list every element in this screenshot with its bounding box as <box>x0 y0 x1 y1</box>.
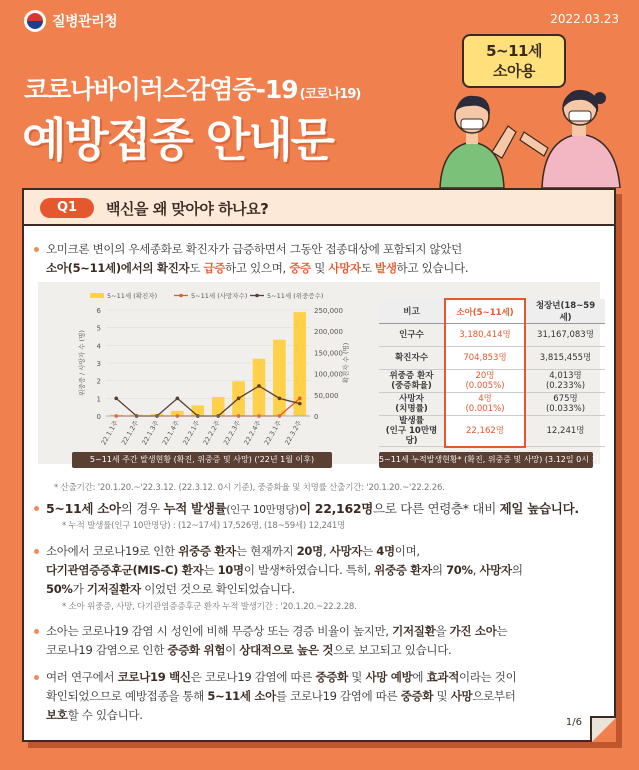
legend-swatch <box>90 293 104 298</box>
table-cell: 675명 (0.033%) <box>525 393 605 416</box>
bar <box>273 340 286 416</box>
table-cell: 3,815,455명 <box>525 347 605 370</box>
content-card <box>22 188 616 742</box>
legend-label: 5~11세 (확진자) <box>107 292 158 300</box>
bullet-dot <box>34 506 39 511</box>
weekly-cases-chart <box>54 286 354 446</box>
table-cell: 704,853명 <box>445 347 525 370</box>
taegeuk-icon <box>24 10 46 32</box>
table-row <box>379 416 605 447</box>
y-left-tick-label: 2 <box>96 377 101 386</box>
table-cell: 발생률 (인구 10만명당) <box>379 416 445 447</box>
legend-swatch <box>255 294 259 298</box>
table-cell: 31,167,083명 <box>525 324 605 347</box>
table-cell: 사망자 (치명률) <box>379 393 445 416</box>
table-cell: 4,013명 (0.233%) <box>525 370 605 393</box>
chart-caption: 5~11세 주간 발생현황 (확진, 위중증 및 사망) ('22년 1월 이후) <box>72 452 332 468</box>
x-tick-label: 22.2.1주 <box>181 419 202 446</box>
death-point <box>298 397 302 401</box>
x-tick-label: 22.2.4주 <box>242 419 263 446</box>
x-tick-label: 22.3.1주 <box>262 419 284 446</box>
legend-label: 5~11세 (위중증수) <box>267 292 324 300</box>
question-number-badge: Q1 <box>40 198 94 218</box>
y-left-tick-label: 3 <box>96 360 101 368</box>
severe-point <box>176 397 180 401</box>
bullet-vaccine: 여러 연구에서 코로나19 백신은 코로나19 감염에 따른 중증화 및 사망 예방에 효과적이라는 것이 확인되었으므로 예방접종을 통해 5~11세 소아를 코로나19 감염에 따른 중증화 및 사망으로부터 보호할 수 있습니다. <box>46 668 596 725</box>
page-title: 예방접종 안내문 <box>22 113 334 167</box>
bar <box>212 397 225 416</box>
table-row <box>379 393 605 416</box>
org-name: 질병관리청 <box>52 14 118 30</box>
question-bar <box>24 190 614 226</box>
bullet-incidence: 5~11세 소아의 경우 누적 발생률(인구 10만명당)이 22,162명으로 다른 연령층* 대비 제일 높습니다. <box>46 499 596 520</box>
table-row <box>379 370 605 393</box>
legend-swatch <box>179 294 183 298</box>
y-left-tick-label: 0 <box>96 413 101 421</box>
table-header: 소아(5~11세) <box>445 299 525 324</box>
table-cell: 4명 (0.001%) <box>445 393 525 416</box>
y-right-tick-label: 0 <box>314 413 319 421</box>
y-left-tick-label: 5 <box>96 324 101 333</box>
severe-point <box>298 402 302 406</box>
table-cell: 인구수 <box>379 324 445 347</box>
y-right-tick-label: 100,000 <box>314 370 343 379</box>
y-right-tick-label: 50,000 <box>314 391 339 400</box>
intro-paragraph: 오미크론 변이의 우세종화로 확진자가 급증하면서 그동안 접종대상에 포함되지 않았던 소아(5~11세)에서의 확진자도 급증하고 있으며, 중증 및 사망자도 발생하고 있습니다. <box>46 240 596 278</box>
severe-line <box>116 386 300 416</box>
bullet-risk: 소아는 코로나19 감염 시 성인에 비해 무증상 또는 경증 비율이 높지만, 기저질환을 가진 소아는 코로나19 감염으로 인한 중증화 위험이 상대적으로 높은 것으로 보고되고 있습니다. <box>46 622 596 660</box>
table-cell: 확진자수 <box>379 347 445 370</box>
bullet-dot <box>34 549 39 554</box>
footnote: * 산출기간: '20.1.20.~'22.3.12. (22.3.12. 0시 기준), 중증화율 및 치명률 산출기간: '20.1.20.~'22.2.26. <box>54 483 445 493</box>
y-right-axis-label: 확진자 수 (명) <box>342 342 350 384</box>
y-left-tick-label: 6 <box>96 307 101 315</box>
severe-point <box>278 397 282 401</box>
title-line-1: 코로나바이러스감염증-19 (코로나19) <box>24 75 361 104</box>
page-fold-corner <box>590 716 616 742</box>
table-row <box>379 324 605 347</box>
table-header-row <box>379 299 605 324</box>
cumulative-table <box>379 298 605 448</box>
y-right-tick-label: 200,000 <box>314 328 343 337</box>
x-tick-label: 22.1.2주 <box>119 419 141 446</box>
kids-illustration <box>430 86 630 188</box>
y-left-axis-label: 위중증 / 사망자 수 (명) <box>78 330 86 396</box>
bullet-dot <box>34 675 39 680</box>
legend-label: 5~11세 (사망자수) <box>191 292 248 300</box>
table-cell: 위중증 환자 (중증화율) <box>379 370 445 393</box>
x-tick-label: 22.1.3주 <box>140 419 161 446</box>
x-tick-label: 22.1.1주 <box>99 419 120 446</box>
y-right-tick-label: 150,000 <box>314 349 343 358</box>
issue-date: 2022.03.23 <box>550 12 619 26</box>
y-right-tick-label: 250,000 <box>314 307 343 315</box>
bullet-dot <box>34 247 39 252</box>
severe-point <box>257 384 261 388</box>
table-cell: 22,162명 <box>445 416 525 447</box>
severe-note: * 소아 위중증, 사망, 다기관염증증후군 환자 누적 발생기간 : '20.1.20.~22.2.28. <box>62 602 357 612</box>
question-text: 백신을 왜 맞아야 하나요? <box>106 200 269 218</box>
table-cell: 3,180,414명 <box>445 324 525 347</box>
age-badge: 5~11세 소아용 <box>462 34 566 88</box>
severe-point <box>114 397 118 401</box>
severe-point <box>237 397 241 401</box>
x-tick-label: 22.1.4주 <box>160 419 182 446</box>
y-left-tick-label: 4 <box>96 342 101 351</box>
incidence-note: * 누적 발생률(인구 10만명당) : (12~17세) 17,526명, (18~59세) 12,241명 <box>62 521 346 531</box>
bar <box>293 312 306 416</box>
y-left-tick-label: 1 <box>96 395 101 404</box>
table-cell: 12,241명 <box>525 416 605 447</box>
table-header: 비고 <box>379 299 445 324</box>
x-tick-label: 22.3.2주 <box>283 419 304 446</box>
kdca-logo <box>24 10 117 32</box>
bullet-dot <box>34 629 39 634</box>
x-tick-label: 22.2.2주 <box>201 419 222 446</box>
bullet-severe: 소아에서 코로나19로 인한 위중증 환자는 현재까지 20명, 사망자는 4명이며, 다기관염증증후군(MIS-C) 환자는 10명이 발생*하였습니다. 특히, 위중증 환자의 70%, 사망자의 50%가 기저질환자 이었던 것으로 확인되었습니다. <box>46 542 596 599</box>
page-number: 1/6 <box>565 717 582 728</box>
death-line <box>116 398 300 416</box>
table-header: 청장년(18~59세) <box>525 299 605 324</box>
table-cell: 20명 (0.005%) <box>445 370 525 393</box>
table-caption: 5~11세 누적발생현황* (확진, 위중증 및 사망) (3.12일 0시 기준) <box>379 452 593 468</box>
x-tick-label: 22.2.3주 <box>221 419 243 446</box>
table-row <box>379 347 605 370</box>
